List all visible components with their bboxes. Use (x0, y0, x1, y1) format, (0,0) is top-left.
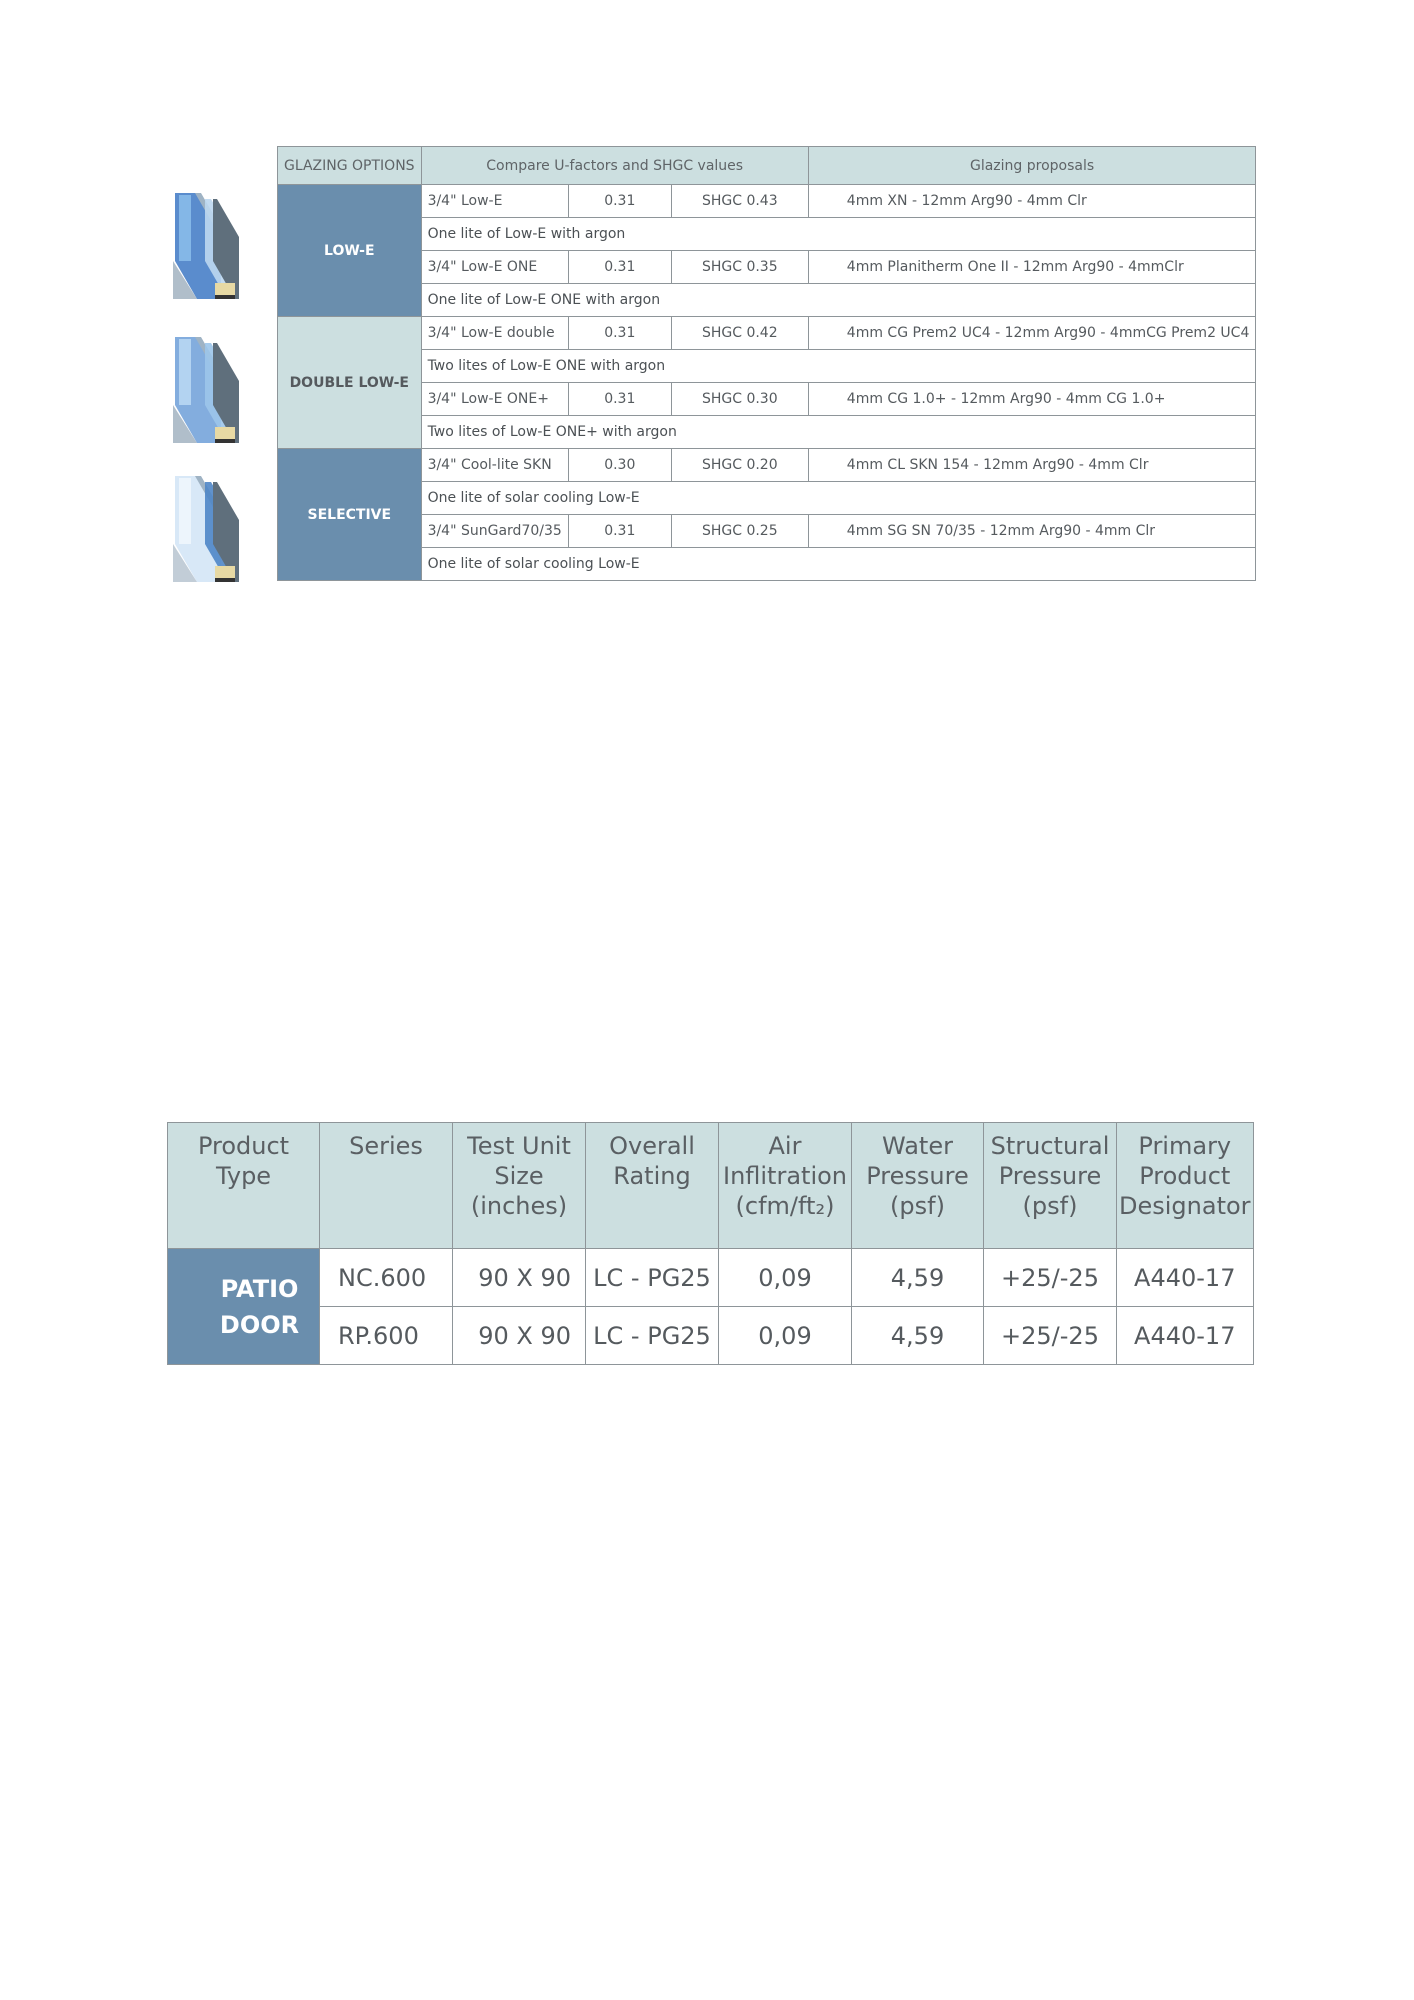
air-value: 0,09 (719, 1307, 852, 1365)
glass-type: 3/4" Low-E (421, 185, 568, 218)
primary-product-designator-header: Primary Product Designator (1117, 1123, 1254, 1249)
u-factor: 0.31 (568, 317, 671, 350)
table-row (278, 515, 1256, 548)
glazing-proposal: 4mm CG Prem2 UC4 - 12mm Arg90 - 4mmCG Prem2 UC4 (808, 317, 1256, 350)
glass-note: Two lites of Low-E ONE with argon (421, 350, 1256, 383)
glass-type: 3/4" Cool-lite SKN (421, 449, 568, 482)
table-row (278, 449, 1256, 482)
glass-note: One lite of solar cooling Low-E (421, 482, 1256, 515)
compare-header: Compare U-factors and SHGC values (421, 147, 808, 185)
shgc-value: SHGC 0.20 (671, 449, 808, 482)
patio-header-row (168, 1123, 1254, 1249)
product-type-patio-door: PATIO DOOR (168, 1249, 320, 1365)
designator-value: A440-17 (1117, 1307, 1254, 1365)
shgc-value: SHGC 0.25 (671, 515, 808, 548)
series-value: RP.600 (320, 1307, 453, 1365)
table-row (278, 317, 1256, 350)
rating-value: LC - PG25 (586, 1249, 719, 1307)
glass-note: Two lites of Low-E ONE+ with argon (421, 416, 1256, 449)
size-value: 90 X 90 (453, 1249, 586, 1307)
structural-value: +25/-25 (984, 1249, 1117, 1307)
u-factor: 0.30 (568, 449, 671, 482)
shgc-value: SHGC 0.43 (671, 185, 808, 218)
glazing-options-table (277, 146, 1256, 581)
glass-note: One lite of Low-E ONE with argon (421, 284, 1256, 317)
category-selective: SELECTIVE (278, 449, 422, 581)
table-row (278, 185, 1256, 218)
double-low-e-glazing-icon (171, 335, 246, 445)
table-row (168, 1307, 1254, 1365)
glass-note: One lite of solar cooling Low-E (421, 548, 1256, 581)
shgc-value: SHGC 0.42 (671, 317, 808, 350)
u-factor: 0.31 (568, 383, 671, 416)
structural-pressure-header: Structural Pressure (psf) (984, 1123, 1117, 1249)
category-low-e: LOW-E (278, 185, 422, 317)
shgc-value: SHGC 0.30 (671, 383, 808, 416)
glazing-options-header: GLAZING OPTIONS (278, 147, 422, 185)
table-row (168, 1249, 1254, 1307)
double-glazing-icon (171, 191, 246, 301)
water-value: 4,59 (852, 1249, 984, 1307)
glass-type: 3/4" SunGard70/35 (421, 515, 568, 548)
glazing-proposal: 4mm CL SKN 154 - 12mm Arg90 - 4mm Clr (808, 449, 1256, 482)
glazing-proposals-header: Glazing proposals (808, 147, 1256, 185)
table-row (278, 416, 1256, 449)
shgc-value: SHGC 0.35 (671, 251, 808, 284)
water-value: 4,59 (852, 1307, 984, 1365)
patio-door-table (167, 1122, 1254, 1365)
table-row (278, 218, 1256, 251)
designator-value: A440-17 (1117, 1249, 1254, 1307)
structural-value: +25/-25 (984, 1307, 1117, 1365)
u-factor: 0.31 (568, 251, 671, 284)
glazing-header-row (278, 147, 1256, 185)
glass-type: 3/4" Low-E double (421, 317, 568, 350)
glazing-proposal: 4mm Planitherm One II - 12mm Arg90 - 4mmClr (808, 251, 1256, 284)
category-double-low-e: DOUBLE LOW-E (278, 317, 422, 449)
u-factor: 0.31 (568, 185, 671, 218)
glass-type: 3/4" Low-E ONE+ (421, 383, 568, 416)
glass-type: 3/4" Low-E ONE (421, 251, 568, 284)
series-header: Series (320, 1123, 453, 1249)
table-row (278, 383, 1256, 416)
table-row (278, 284, 1256, 317)
air-value: 0,09 (719, 1249, 852, 1307)
size-value: 90 X 90 (453, 1307, 586, 1365)
table-row (278, 548, 1256, 581)
series-value: NC.600 (320, 1249, 453, 1307)
glazing-proposal: 4mm SG SN 70/35 - 12mm Arg90 - 4mm Clr (808, 515, 1256, 548)
product-type-header: Product Type (168, 1123, 320, 1249)
air-infiltration-header: Air Inflitration (cfm/ft₂) (719, 1123, 852, 1249)
overall-rating-header: Overall Rating (586, 1123, 719, 1249)
glazing-proposal: 4mm CG 1.0+ - 12mm Arg90 - 4mm CG 1.0+ (808, 383, 1256, 416)
rating-value: LC - PG25 (586, 1307, 719, 1365)
table-row (278, 350, 1256, 383)
glass-note: One lite of Low-E with argon (421, 218, 1256, 251)
table-row (278, 251, 1256, 284)
u-factor: 0.31 (568, 515, 671, 548)
selective-glazing-icon (171, 474, 246, 584)
glazing-proposal: 4mm XN - 12mm Arg90 - 4mm Clr (808, 185, 1256, 218)
table-row (278, 482, 1256, 515)
water-pressure-header: Water Pressure (psf) (852, 1123, 984, 1249)
test-unit-size-header: Test Unit Size (inches) (453, 1123, 586, 1249)
